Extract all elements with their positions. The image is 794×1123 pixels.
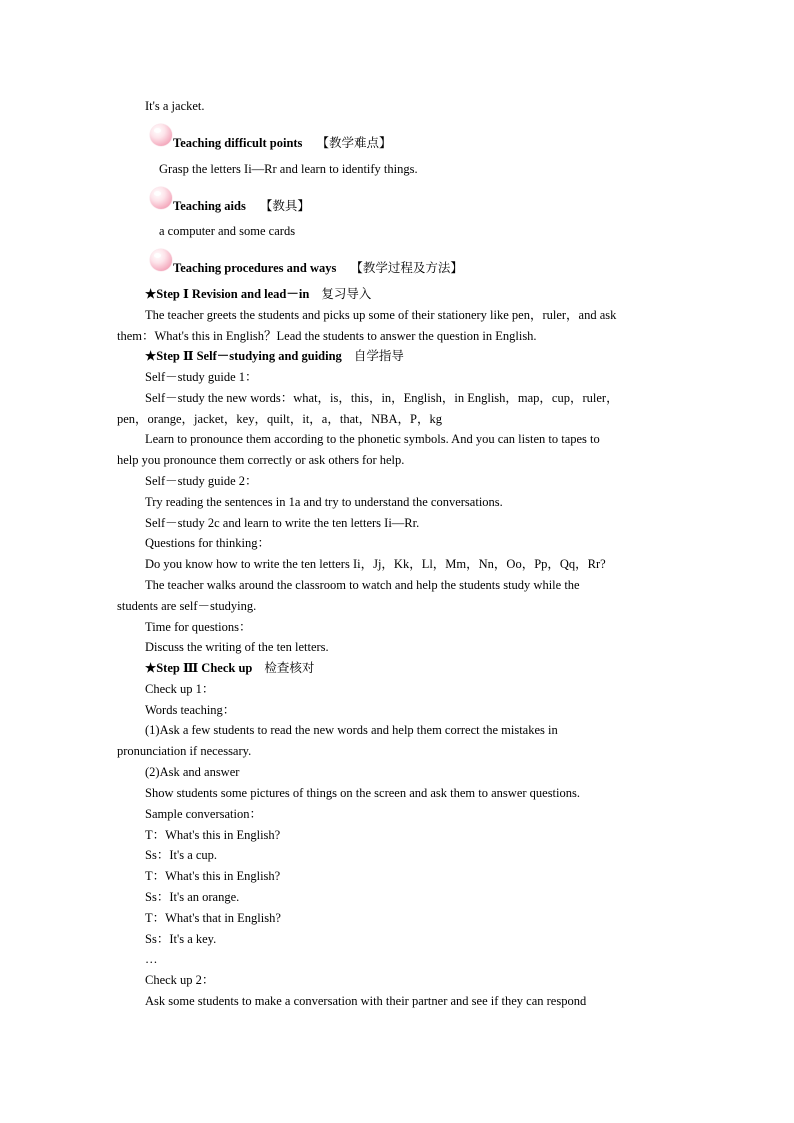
- step-heading: [145, 660, 314, 676]
- step-title: ★Step Ⅲ Check up: [145, 661, 253, 675]
- text-line: T：What's this in English?: [145, 869, 281, 883]
- text-line: Learn to pronounce them according to the phonetic symbols. And you can listen to tapes to: [145, 432, 600, 446]
- text-line: Discuss the writing of the ten letters.: [145, 640, 329, 654]
- section-heading-aids: [173, 198, 310, 214]
- text-line: pronunciation if necessary.: [117, 744, 252, 758]
- text-line: Grasp the letters Ii—Rr and learn to identify things.: [159, 162, 418, 176]
- text-line: (2)Ask and answer: [145, 765, 240, 779]
- step-title-cn: 自学指导: [353, 349, 404, 363]
- section-title: Teaching aids: [173, 199, 246, 213]
- text-line: Words teaching：: [145, 703, 236, 717]
- text-line: them：What's this in English？Lead the students to answer the question in English.: [117, 329, 537, 343]
- section-heading-difficult: [173, 135, 391, 151]
- step-heading: [145, 286, 371, 302]
- text-line: pen，orange，jacket，key，quilt，it，a，that，NBA，P，kg: [117, 412, 442, 426]
- text-line: Ask some students to make a conversation with their partner and see if they can respond: [145, 994, 587, 1008]
- step-heading: [145, 348, 404, 364]
- text-line: (1)Ask a few students to read the new words and help them correct the mistakes in: [145, 723, 558, 737]
- text-line: Self－study guide 2：: [145, 474, 258, 488]
- section-title: Teaching difficult points: [173, 136, 303, 150]
- text-line: Check up 2：: [145, 973, 215, 987]
- text-line: Self－study the new words：what，is，this，in，English，in English，map，cup，ruler，: [145, 391, 619, 405]
- text-line: The teacher walks around the classroom to watch and help the students study while the: [145, 578, 580, 592]
- section-title: Teaching procedures and ways: [173, 261, 337, 275]
- text-line: help you pronounce them correctly or ask others for help.: [117, 453, 405, 467]
- bullet-icon: [150, 124, 172, 146]
- text-line: Ss：It's a cup.: [145, 848, 218, 862]
- bullet-icon: [150, 249, 172, 271]
- text-line: T：What's that in English?: [145, 911, 281, 925]
- text-line: Do you know how to write the ten letters Ii，Jj，Kk，Ll，Mm，Nn，Oo，Pp，Qq，Rr?: [145, 557, 606, 571]
- text-line: Sample conversation：: [145, 807, 262, 821]
- step-title: ★Step Ⅰ Revision and lead－in: [145, 287, 310, 301]
- text-line: Try reading the sentences in 1a and try to understand the conversations.: [145, 495, 503, 509]
- text-line: Ss：It's a key.: [145, 932, 217, 946]
- text-line: It's a jacket.: [145, 99, 205, 113]
- step-title-cn: 检查核对: [264, 661, 315, 675]
- step-title-cn: 复习导入: [321, 287, 372, 301]
- step-title: ★Step Ⅱ Self－studying and guiding: [145, 349, 342, 363]
- text-line: a computer and some cards: [159, 224, 296, 238]
- text-line: Self－study 2c and learn to write the ten letters Ii—Rr.: [145, 516, 420, 530]
- text-line: Time for questions：: [145, 620, 252, 634]
- text-line: Check up 1：: [145, 682, 215, 696]
- text-line: …: [145, 952, 158, 966]
- text-line: The teacher greets the students and picks up some of their stationery like pen，ruler，and ask: [145, 308, 617, 322]
- text-line: Self－study guide 1：: [145, 370, 258, 384]
- section-title-cn: 【教学过程及方法】: [350, 261, 463, 275]
- text-line: Show students some pictures of things on the screen and ask them to answer questions.: [145, 786, 580, 800]
- text-line: T：What's this in English?: [145, 828, 281, 842]
- section-title-cn: 【教学难点】: [316, 136, 392, 150]
- bullet-icon: [150, 187, 172, 209]
- text-line: Ss：It's an orange.: [145, 890, 240, 904]
- section-heading-procedures: [173, 260, 463, 276]
- text-line: Questions for thinking：: [145, 536, 270, 550]
- section-title-cn: 【教具】: [259, 199, 310, 213]
- text-line: students are self－studying.: [117, 599, 257, 613]
